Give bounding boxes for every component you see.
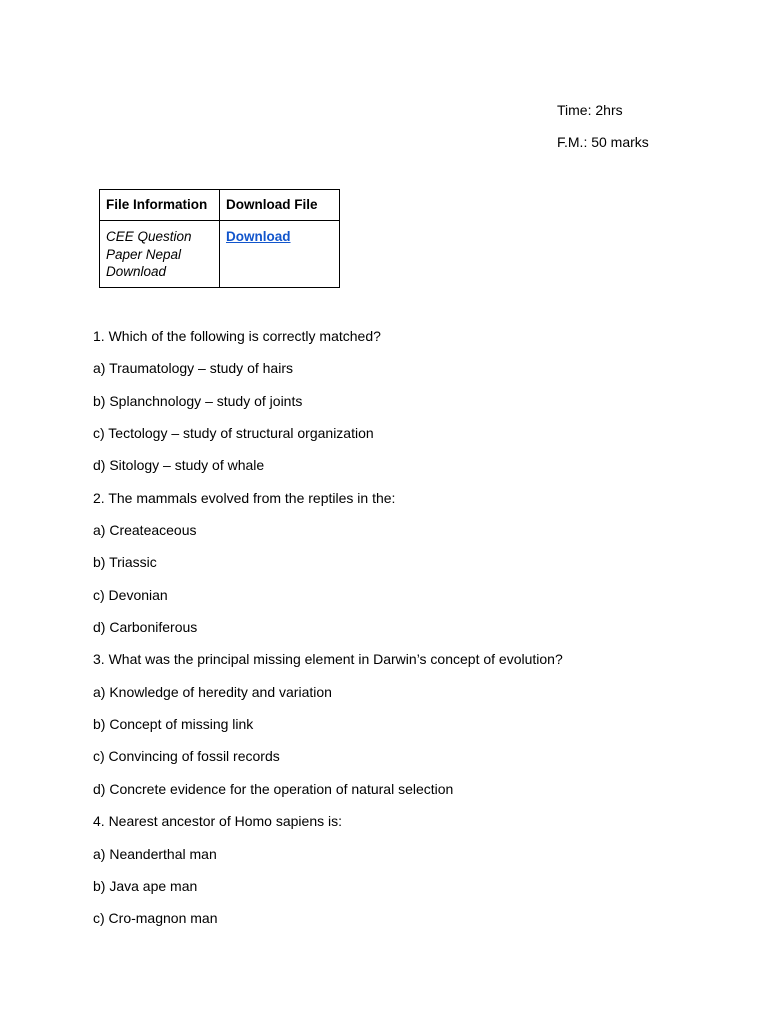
question-list (93, 328, 733, 943)
option-1a: a) Traumatology – study of hairs (93, 360, 293, 377)
question-3: 3. What was the principal missing element in Darwin’s concept of evolution? (93, 651, 563, 668)
option-1b: b) Splanchnology – study of joints (93, 392, 303, 409)
full-marks-label: F.M.: 50 marks (557, 134, 649, 150)
download-file-header: Download File (220, 190, 340, 221)
option-1d: d) Sitology – study of whale (93, 457, 265, 474)
option-4a: a) Neanderthal man (93, 845, 217, 862)
option-4c: c) Cro-magnon man (93, 910, 218, 927)
option-2a: a) Createaceous (93, 522, 197, 539)
file-info-line: CEE Question (106, 229, 192, 244)
table-row (100, 221, 340, 288)
file-information-cell (100, 221, 220, 288)
option-2c: c) Devonian (93, 586, 168, 603)
option-4b: b) Java ape man (93, 877, 198, 894)
option-3a: a) Knowledge of heredity and variation (93, 683, 332, 700)
option-1c: c) Tectology – study of structural organization (93, 425, 374, 442)
option-3d: d) Concrete evidence for the operation of natural selection (93, 780, 454, 797)
question-4: 4. Nearest ancestor of Homo sapiens is: (93, 813, 343, 830)
option-2b: b) Triassic (93, 554, 157, 571)
file-info-table (99, 189, 340, 288)
option-2d: d) Carboniferous (93, 619, 198, 636)
download-link[interactable]: Download (226, 229, 291, 244)
time-label: Time: 2hrs (557, 102, 623, 118)
question-1: 1. Which of the following is correctly matched? (93, 328, 381, 344)
file-information-header: File Information (100, 190, 220, 221)
question-2: 2. The mammals evolved from the reptiles in the: (93, 489, 396, 506)
file-info-line: Paper Nepal (106, 246, 182, 262)
option-3c: c) Convincing of fossil records (93, 748, 280, 765)
table-header-row (100, 190, 340, 221)
file-info-line: Download (106, 264, 167, 279)
option-3b: b) Concept of missing link (93, 716, 254, 733)
download-file-cell (220, 221, 340, 288)
